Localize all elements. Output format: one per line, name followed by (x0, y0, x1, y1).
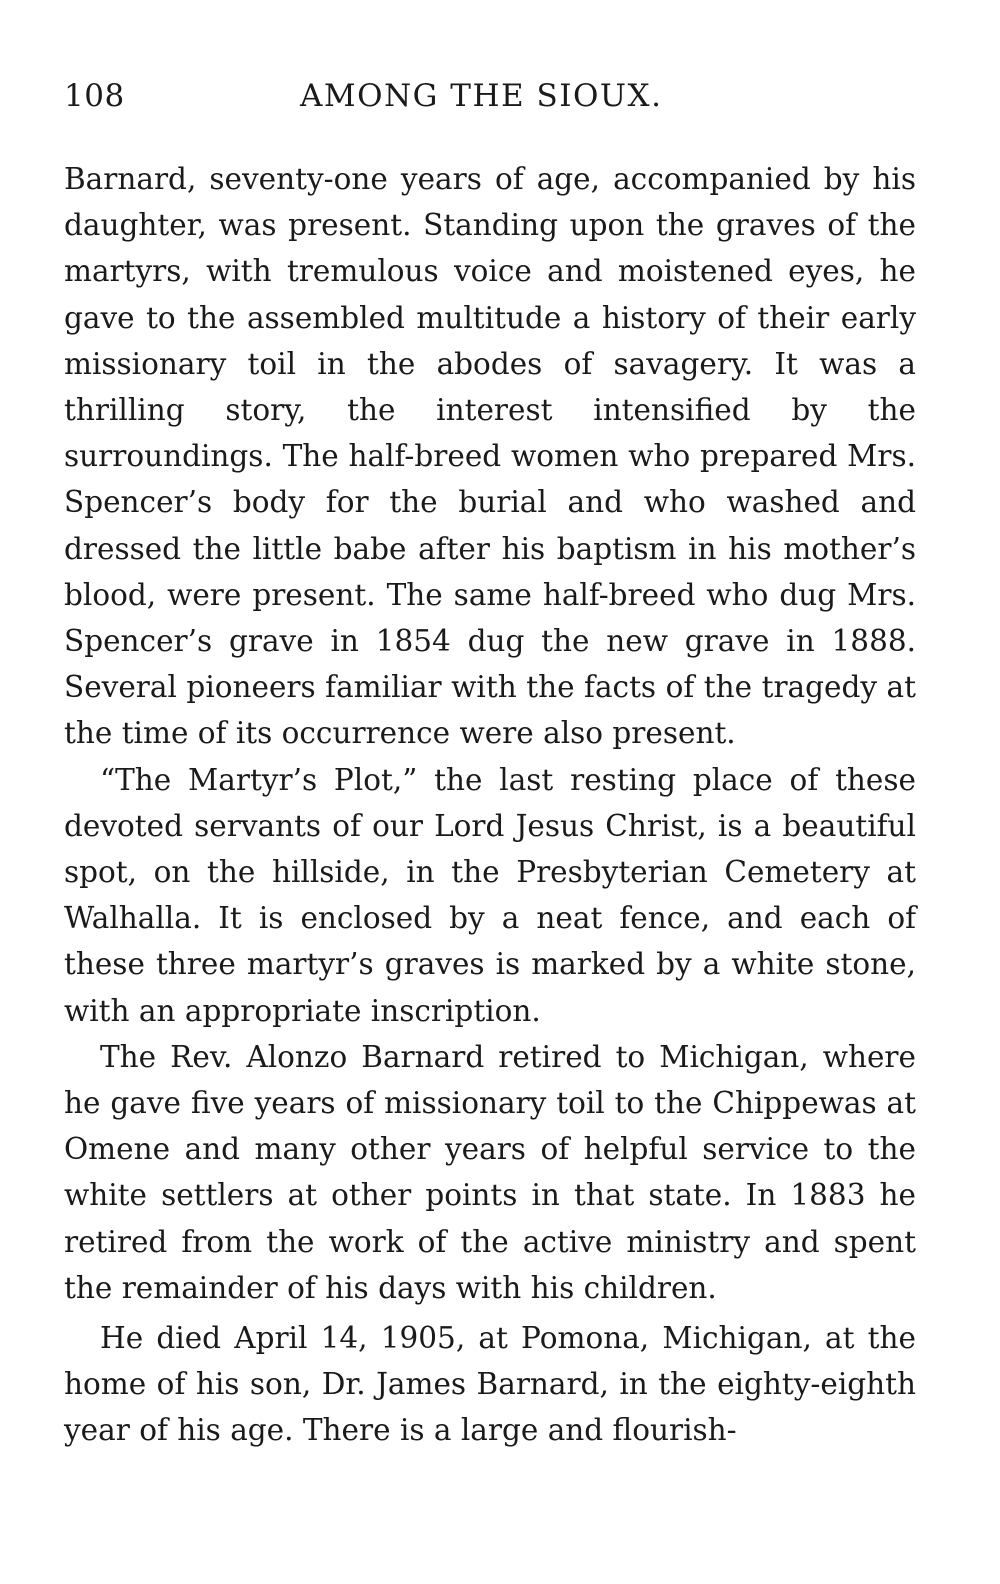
paragraph-martyrs-plot: “The Martyr’s Plot,” the last resting place of these devoted servants of our Lord Jesus Christ, is a beautiful spot, on the hillside, in the Presbyterian Cemetery at Walhalla. It is enclosed by a neat fence, and each of these three martyr’s graves is marked by a white stone, with an appropriate inscription. (64, 762, 916, 1028)
body-text (64, 156, 916, 1454)
page-number: 108 (64, 78, 125, 114)
paragraph-barnard-death: He died April 14, 1905, at Pomona, Michigan, at the home of his son, Dr. James Barnard, in the eighty-eighth year of his age. There is a large and flourish- (64, 1321, 916, 1448)
page-header (64, 78, 924, 122)
paragraph-continuation: Barnard, seventy-one years of age, accompanied by his daughter, was present. Standing upon the graves of the martyrs, with tremulous voice and moistened eyes, he gave to the assembled multitude a history of their early missionary toil in the abodes of savagery. It was a thrilling story, the interest intensified by the surroundings. The half-breed women who prepared Mrs. Spencer’s body for the burial and who washed and dressed the little babe after his baptism in his mother’s blood, were present. The same half-breed who dug Mrs. Spencer’s grave in 1854 dug the new grave in 1888. Several pioneers familiar with the facts of the tragedy at the time of its occurrence were also present. (64, 162, 916, 751)
running-title: AMONG THE SIOUX. (300, 78, 663, 114)
paragraph-barnard-retired: The Rev. Alonzo Barnard retired to Michigan, where he gave five years of missionary toil to the Chippewas at Omene and many other years of helpful service to the white settlers at other points in that state. In 1883 he retired from the work of the active ministry and spent the remainder of his days with his children. (64, 1039, 916, 1305)
